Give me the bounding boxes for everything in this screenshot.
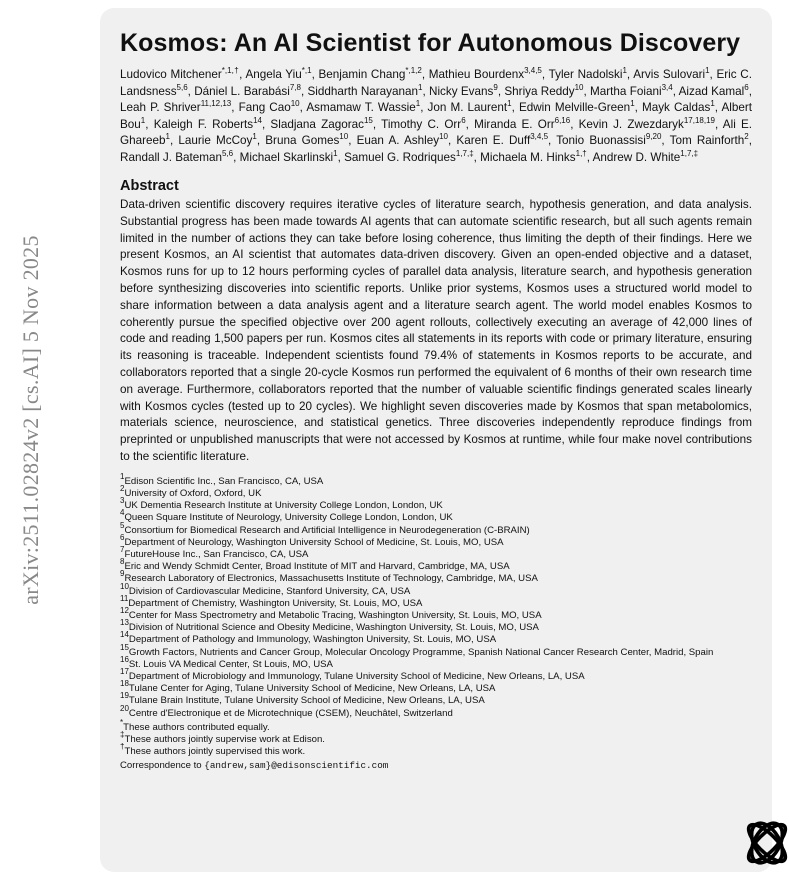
- author-name: Miranda E. Orr: [474, 117, 555, 131]
- author: [270, 115, 373, 131]
- author: [633, 68, 709, 81]
- affiliation-number: 4: [120, 508, 125, 518]
- author-affiliation-marks: 9,20: [645, 132, 662, 141]
- author-affiliation-marks: 3,4,5: [524, 66, 542, 75]
- correspondence-label: Correspondence to: [120, 760, 205, 772]
- affiliation-text: Research Laboratory of Electronics, Massachusetts Institute of Technology, Cambridge, MA, USA: [124, 573, 538, 585]
- author: [556, 134, 661, 147]
- affiliation-text: Tulane Center for Aging, Tulane University School of Medicine, New Orleans, LA, USA: [128, 683, 496, 695]
- affiliations: [120, 471, 752, 720]
- author-affiliation-marks: 1,†: [575, 148, 587, 158]
- author: [120, 68, 239, 81]
- author: [670, 134, 749, 147]
- affiliation-text: Department of Neurology, Washington University School of Medicine, St. Louis, MO, USA: [124, 536, 504, 548]
- affiliation: [120, 557, 752, 573]
- affiliation: [120, 642, 752, 659]
- author-name: Tyler Nadolski: [548, 68, 623, 81]
- author: [381, 115, 466, 131]
- author-affiliation-marks: 6,16: [554, 115, 571, 125]
- edison-logo-icon: [740, 816, 789, 870]
- author: [590, 82, 673, 98]
- author: [120, 148, 234, 164]
- author: [120, 101, 231, 114]
- affiliation: [120, 496, 752, 512]
- affiliation-number: 3: [120, 496, 125, 506]
- affiliation: [120, 703, 752, 720]
- affiliation-text: University of Oxford, Oxford, UK: [124, 487, 262, 499]
- author: [239, 101, 300, 114]
- author: [429, 82, 498, 98]
- abstract-heading: Abstract: [120, 178, 179, 194]
- author-name: Karen E. Duff: [456, 134, 531, 147]
- author-name: Fang Cao: [238, 101, 291, 114]
- author: [344, 148, 474, 164]
- abstract-text: Data-driven scientific discovery requires iterative cycles of literature search, hypothesis generation, and data analysis. Substantial progress has been made towards AI agents that can automate scientific research, but all such agents remain limited in the number of actions they can take before losing coherence, thus limiting the depth of their findings. Here we present Kosmos, an AI scientist that automates data-driven discovery. Given an open-ended objective and a dataset, Kosmos runs for up to 12 hours performing cycles of parallel data analysis, literature search, and hypothesis generation before synthesizing discoveries into scientific reports. Unlike prior systems, Kosmos uses a structured world model to share information between a data analysis agent and a literature search agent. The world model enables Kosmos to coherently pursue the specified objective over 200 agent rollouts, collectively executing an average of 42,000 lines of code and reading 1,500 papers per run. Kosmos cites all statements in its reports with code or primary literature, ensuring its reasoning is traceable. Independent scientists found 79.4% of statements in Kosmos reports to be accurate, and collaborators reported that a single 20-cycle Kosmos run performed the equivalent of 6 months of their own research time on average. Furthermore, collaborators reported that the number of valuable scientific findings generated scales linearly with Kosmos cycles (tested up to 20 cycles). We highlight seven discoveries made by Kosmos that span metabolomics, materials science, neuroscience, and statistical genetics. Three discoveries independently reproduce findings from preprinted or unpublished manuscripts that were not accessed by Kosmos at runtime, while four make novel contributions to the scientific literature.: [120, 198, 752, 463]
- author-name: Eric C. Landsness: [120, 68, 752, 98]
- affiliation-number: 7: [120, 544, 125, 554]
- author: [642, 101, 715, 114]
- author-name: Benjamin Chang: [318, 68, 406, 81]
- author-affiliation-marks: 6: [744, 82, 749, 92]
- author-affiliation-marks: 1: [507, 99, 512, 108]
- author: [153, 115, 262, 131]
- author-affiliation-marks: 1: [710, 99, 715, 108]
- affiliation-text: Growth Factors, Nutrients and Cancer Group, Molecular Oncology Programme, Spanish National Cancer Research Center, Madrid, Spain: [128, 646, 714, 658]
- author-name: Michael Skarlinski: [239, 150, 334, 164]
- author-list: Ludovico Mitchener$^{*,1,\dagger}$, Angela Yiu$^{*,1}$, Benjamin Chang$^{*,1,2}$, Mathieu Bourdenx$^{3,4,5}$, Tyler Nadolski$^1$, Arvis Sulovari$^1$, Eric C. Landsness$^{5,6}$, Dániel L. Barabási$^{7,8}$, Siddharth Narayanan$^1$, Nicky Evans$^9$, Shriya Reddy$^{10}$, Martha Foiani$^{3,4}$, Aizad Kamal$^6$, Leah P. Shriver$^{11,12,13}$, Fang Cao$^{10}$, Asmamaw T. Wassie$^1$, Jon M. Laurent$^1$, Edwin Melville-Green$^1$, Mayk Caldas$^1$, Albert Bou$^1$, Kaleigh F. Roberts$^{14}$, Sladjana Zagorac$^{15}$, Timothy C. Orr$^6$, Miranda E. Orr$^{6,16}$, Kevin J. Zwezdaryk$^{17,18,19}$, Ali E. Ghareeb$^1$, Laurie McCoy$^1$, Bruna Gomes$^{10}$, Euan A. Ashley$^{10}$, Karen E. Duff$^{3,4,5}$, Tonio Buonassisi$^{9,20}$, Tom Rainforth$^2$, Randall J. Bateman$^{5,6}$, Michael Skarlinski$^1$, Samuel G. Rodriques$^{1,7,\ddagger}$, Michaela M. Hinks$^{1,\dagger}$, Andrew D. White$^{1,7,\ddagger}$: [120, 66, 753, 164]
- author-note: [120, 717, 752, 734]
- affiliation-number: 14: [120, 630, 129, 640]
- affiliation-number: 5: [120, 520, 125, 530]
- author-name: Samuel G. Rodriques: [344, 150, 456, 164]
- affiliation-text: Tulane Brain Institute, Tulane University School of Medicine, New Orleans, LA, USA: [128, 695, 485, 707]
- affiliation: [120, 654, 752, 671]
- author: [592, 148, 699, 164]
- author-affiliation-marks: *,1,2: [405, 66, 422, 75]
- author-name: Ali E. Ghareeb: [120, 117, 753, 147]
- author-affiliation-marks: 10: [339, 132, 349, 141]
- affiliation-text: Consortium for Biomedical Research and Artificial Intelligence in Neurodegeneration (C-BRAIN): [124, 524, 530, 536]
- arxiv-id: arXiv:2511.02824v2 [cs.AI] 5 Nov 2025: [18, 235, 43, 605]
- affiliation-number: 11: [120, 593, 129, 603]
- affiliation-text: Department of Chemistry, Washington University, St. Louis, MO, USA: [128, 597, 423, 609]
- author-affiliation-marks: 11,12,13: [200, 99, 232, 108]
- author-affiliation-marks: 1: [415, 99, 421, 108]
- author-name: Andrew D. White: [592, 150, 681, 164]
- author: [319, 68, 422, 81]
- author: [306, 101, 420, 114]
- author-affiliation-marks: 7,8: [289, 82, 301, 92]
- author-name: Asmamaw T. Wassie: [306, 101, 416, 114]
- author-name: Martha Foiani: [590, 84, 662, 98]
- author-note: [120, 730, 752, 746]
- affiliation-number: 1: [120, 471, 125, 481]
- author: [307, 82, 423, 98]
- author-name: Ludovico Mitchener: [120, 68, 222, 81]
- author: [429, 68, 542, 81]
- author-note-text: These authors jointly supervised this work.: [124, 746, 306, 758]
- affiliation-text: Centre d'Electronique et de Microtechnique (CSEM), Neuchâtel, Switzerland: [128, 707, 453, 719]
- author: [549, 68, 627, 81]
- affiliation: [120, 630, 752, 646]
- author-name: Bruna Gomes: [265, 134, 340, 147]
- author-note: [120, 742, 752, 758]
- affiliation: [120, 532, 752, 549]
- affiliation: [120, 569, 752, 585]
- affiliation: [120, 667, 752, 683]
- affiliation-text: Center for Mass Spectrometry and Metabolic Tracing, Washington University, St. Louis, MO, USA: [128, 609, 542, 621]
- affiliation: [120, 593, 752, 610]
- author-note-number: †: [120, 742, 125, 752]
- author-affiliation-marks: 6: [461, 115, 466, 125]
- affiliation: [120, 691, 752, 707]
- affiliation-number: 9: [120, 569, 125, 579]
- author-note-number: ‡: [120, 730, 125, 740]
- author-name: Tonio Buonassisi: [556, 134, 646, 147]
- author-name: Euan A. Ashley: [356, 134, 440, 147]
- affiliation: [120, 679, 752, 695]
- author: [519, 101, 635, 114]
- author-affiliation-marks: 1: [705, 66, 710, 75]
- affiliation-number: 8: [120, 557, 125, 567]
- author-affiliation-marks: 15: [363, 115, 373, 125]
- affiliation-number: 2: [120, 483, 125, 493]
- author-affiliation-marks: *,1,†: [221, 66, 240, 75]
- author-name: Tom Rainforth: [669, 134, 745, 147]
- affiliation: [120, 581, 752, 598]
- author-name: Michaela M. Hinks: [480, 150, 576, 164]
- author: [456, 134, 548, 147]
- affiliation-text: Department of Pathology and Immunology, Washington University, St. Louis, MO, USA: [128, 634, 497, 646]
- author-name: Kevin J. Zwezdaryk: [578, 117, 684, 131]
- author-affiliation-marks: 1: [165, 132, 170, 141]
- affiliation-text: FutureHouse Inc., San Francisco, CA, USA: [124, 548, 309, 560]
- author-name: Arvis Sulovari: [633, 68, 706, 81]
- author-name: Albert Bou: [120, 101, 753, 131]
- author-note-number: *: [120, 717, 124, 727]
- author-name: Randall J. Bateman: [120, 150, 222, 164]
- author-name: Shriya Reddy: [504, 84, 575, 98]
- author: [480, 148, 587, 164]
- author-affiliation-marks: 3,4,5: [530, 132, 549, 141]
- author-affiliation-marks: 1: [333, 148, 338, 158]
- affiliation: [120, 605, 752, 622]
- author-affiliation-marks: 17,18,19: [683, 115, 715, 125]
- affiliation: [120, 618, 752, 634]
- affiliation-text: UK Dementia Research Institute at University College London, London, UK: [124, 500, 443, 512]
- affiliation: [120, 483, 752, 500]
- affiliation-number: 6: [120, 532, 125, 542]
- author-name: Mayk Caldas: [641, 101, 711, 114]
- author-name: Kaleigh F. Roberts: [153, 117, 254, 131]
- author: [178, 134, 256, 147]
- author-name: Edwin Melville-Green: [518, 101, 631, 114]
- affiliation-text: St. Louis VA Medical Center, St Louis, MO, USA: [128, 658, 333, 670]
- author-affiliation-marks: 1: [622, 66, 627, 75]
- author: [678, 82, 749, 98]
- author: [194, 82, 301, 98]
- author-name: Laurie McCoy: [178, 134, 253, 147]
- author-affiliation-marks: 1: [630, 99, 635, 108]
- author: [474, 115, 571, 131]
- author-affiliation-marks: 1: [252, 132, 257, 141]
- author-affiliation-marks: 2: [744, 132, 749, 141]
- author-name: Jon M. Laurent: [427, 101, 508, 114]
- author-notes: [120, 717, 752, 759]
- author-name: Aizad Kamal: [678, 84, 745, 98]
- author-note-text: These authors contributed equally.: [123, 721, 270, 733]
- affiliation-number: 19: [120, 691, 129, 701]
- author-affiliation-marks: 10: [439, 132, 448, 141]
- author-name: Sladjana Zagorac: [270, 117, 364, 131]
- author-affiliation-marks: 5,6: [222, 148, 234, 158]
- affiliation-text: Department of Microbiology and Immunology, Tulane University School of Medicine, New Orleans, LA, USA: [128, 671, 585, 682]
- author-name: Angela Yiu: [245, 68, 302, 81]
- author-affiliation-marks: 1,7,‡: [455, 148, 474, 158]
- author-affiliation-marks: 5,6: [176, 82, 188, 92]
- author-name: Leah P. Shriver: [120, 101, 201, 114]
- arxiv-sidebar: [14, 0, 48, 889]
- author: [239, 148, 338, 164]
- affiliation-number: 10: [120, 581, 129, 591]
- affiliation: [120, 508, 752, 524]
- author-name: Timothy C. Orr: [381, 117, 462, 131]
- affiliation-text: Eric and Wendy Schmidt Center, Broad Institute of MIT and Harvard, Cambridge, MA, USA: [124, 561, 510, 573]
- author-affiliation-marks: 1: [418, 82, 423, 92]
- author-affiliation-marks: *,1: [301, 66, 312, 75]
- author-affiliation-marks: 10: [574, 82, 584, 92]
- author: [357, 134, 448, 147]
- author: [428, 101, 512, 114]
- author-affiliation-marks: 9: [493, 82, 498, 92]
- author: [504, 82, 584, 98]
- affiliation-text: Queen Square Institute of Neurology, University College London, London, UK: [124, 512, 453, 524]
- author: [578, 115, 715, 131]
- affiliation-number: 13: [120, 618, 129, 628]
- affiliation-number: 20: [120, 703, 129, 713]
- affiliation-text: Division of Nutritional Science and Obesity Medicine, Washington University, St. Louis, MO, USA: [128, 622, 539, 634]
- author-affiliation-marks: 10: [290, 99, 300, 108]
- author-affiliation-marks: 1: [140, 115, 146, 125]
- author: [265, 134, 348, 147]
- affiliation-number: 15: [120, 642, 129, 652]
- correspondence: [120, 760, 752, 772]
- author-affiliation-marks: 1,7,‡: [680, 148, 699, 158]
- author: [245, 68, 311, 81]
- author-name: Nicky Evans: [429, 84, 494, 98]
- affiliation-number: 12: [120, 605, 129, 615]
- affiliation-text: Edison Scientific Inc., San Francisco, CA, USA: [124, 475, 324, 487]
- author-note-text: These authors jointly supervise work at Edison.: [124, 734, 325, 746]
- affiliation-number: 17: [120, 667, 129, 676]
- affiliation: [120, 471, 752, 488]
- title-page-panel: [100, 8, 772, 872]
- correspondence-email[interactable]: {andrew,sam}@edisonscientific.com: [204, 760, 389, 772]
- affiliation-number: 16: [120, 654, 129, 664]
- affiliation-text: Division of Cardiovascular Medicine, Stanford University, CA, USA: [128, 585, 411, 597]
- affiliation-number: 18: [120, 679, 129, 689]
- author-name: Siddharth Narayanan: [307, 84, 419, 98]
- author-name: Mathieu Bourdenx: [428, 68, 525, 81]
- affiliation: [120, 520, 752, 537]
- paper-title: Kosmos: An AI Scientist for Autonomous Discovery: [120, 29, 741, 57]
- affiliation: [120, 544, 752, 561]
- author-affiliation-marks: 3,4: [661, 82, 673, 92]
- author-name: Dániel L. Barabási: [194, 84, 290, 98]
- author-affiliation-marks: 14: [253, 115, 262, 125]
